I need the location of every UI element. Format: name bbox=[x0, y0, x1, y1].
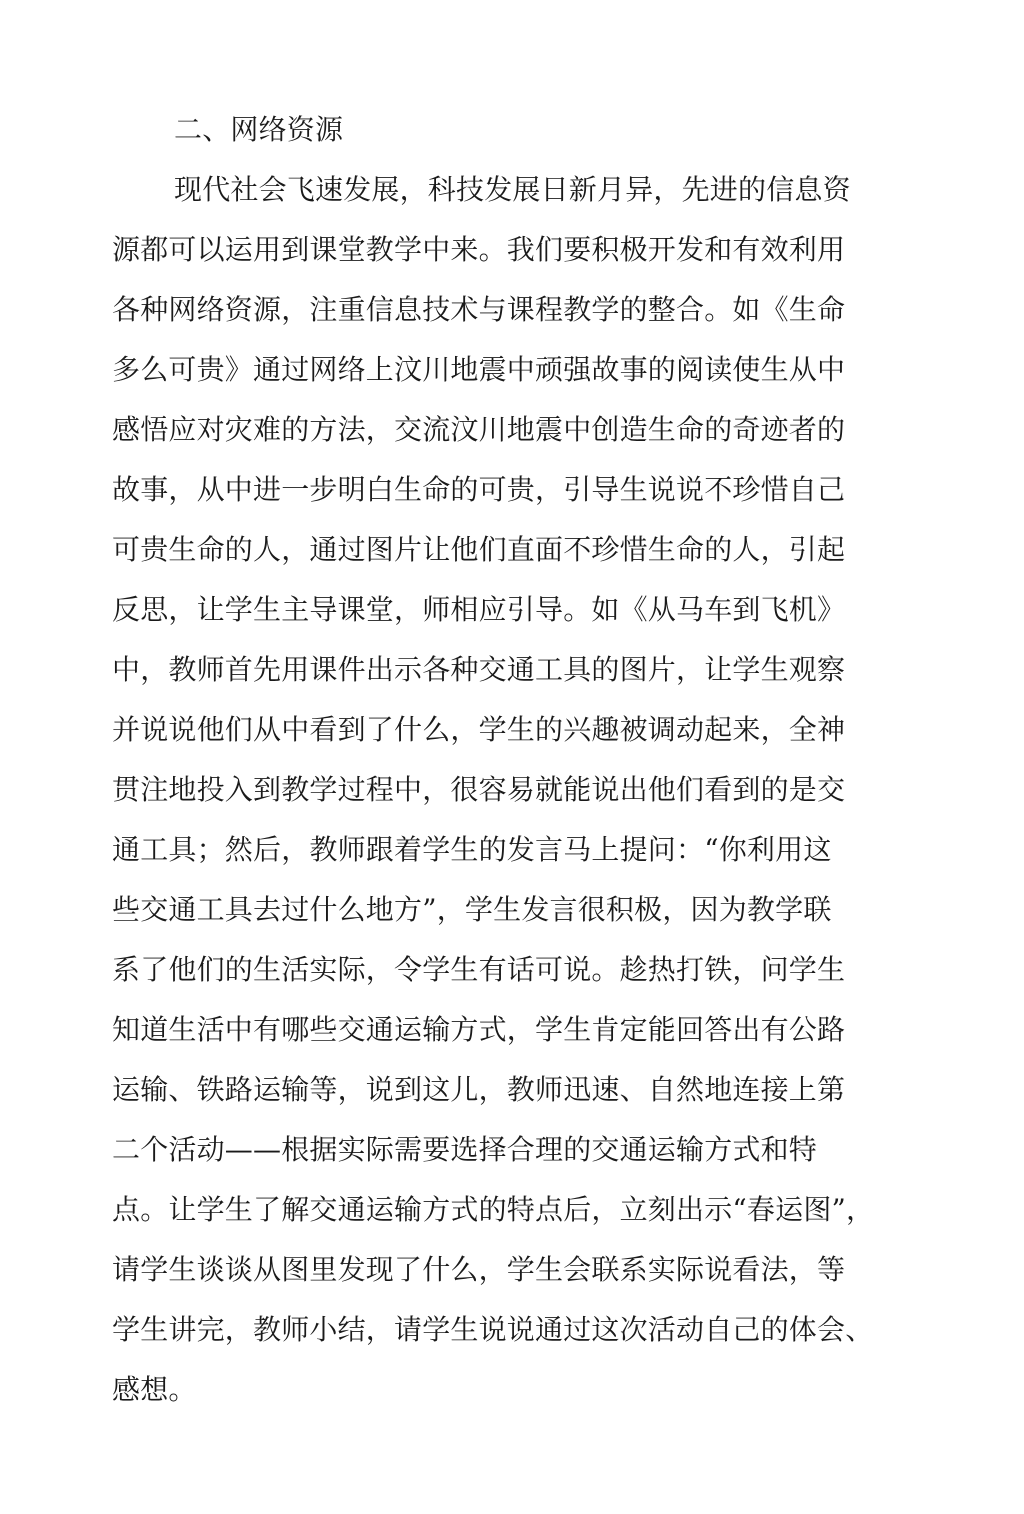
paragraph-line: 源都可以运用到课堂教学中来。我们要积极开发和有效利用 bbox=[112, 233, 846, 266]
paragraph-line: 贯注地投入到教学过程中，很容易就能说出他们看到的是交 bbox=[112, 773, 846, 806]
paragraph-line: 学生讲完，教师小结，请学生说说通过这次活动自己的体会、 bbox=[112, 1313, 874, 1346]
paragraph-line: 现代社会飞速发展，科技发展日新月异，先进的信息资 bbox=[174, 173, 851, 206]
paragraph-line: 请学生谈谈从图里发现了什么，学生会联系实际说看法，等 bbox=[112, 1253, 846, 1286]
paragraph-line: 点。让学生了解交通运输方式的特点后，立刻出示“春运图”， bbox=[112, 1193, 875, 1226]
paragraph-line: 知道生活中有哪些交通运输方式，学生肯定能回答出有公路 bbox=[112, 1013, 846, 1046]
paragraph-line: 多么可贵》通过网络上汶川地震中顽强故事的阅读使生从中 bbox=[112, 353, 846, 386]
paragraph-line: 感想。 bbox=[112, 1373, 197, 1406]
paragraph-line: 些交通工具去过什么地方”，学生发言很积极，因为教学联 bbox=[112, 893, 832, 926]
paragraph-line: 故事，从中进一步明白生命的可贵，引导生说说不珍惜自己 bbox=[112, 473, 846, 506]
paragraph-line: 中，教师首先用课件出示各种交通工具的图片，让学生观察 bbox=[112, 653, 846, 686]
paragraph-line: 二个活动——根据实际需要选择合理的交通运输方式和特 bbox=[112, 1133, 818, 1166]
paragraph-line: 运输、铁路运输等，说到这儿，教师迅速、自然地连接上第 bbox=[112, 1073, 846, 1106]
paragraph-line: 感悟应对灾难的方法，交流汶川地震中创造生命的奇迹者的 bbox=[112, 413, 846, 446]
paragraph-line: 并说说他们从中看到了什么，学生的兴趣被调动起来，全神 bbox=[112, 713, 846, 746]
paragraph-line: 各种网络资源，注重信息技术与课程教学的整合。如《生命 bbox=[112, 293, 846, 326]
paragraph-line: 通工具；然后，教师跟着学生的发言马上提问：“你利用这 bbox=[112, 833, 832, 866]
paragraph-line: 反思，让学生主导课堂，师相应引导。如《从马车到飞机》 bbox=[112, 593, 846, 626]
paragraph-line: 系了他们的生活实际，令学生有话可说。趁热打铁，问学生 bbox=[112, 953, 846, 986]
paragraph-line: 可贵生命的人，通过图片让他们直面不珍惜生命的人，引起 bbox=[112, 533, 846, 566]
section-heading: 二、网络资源 bbox=[174, 113, 344, 146]
